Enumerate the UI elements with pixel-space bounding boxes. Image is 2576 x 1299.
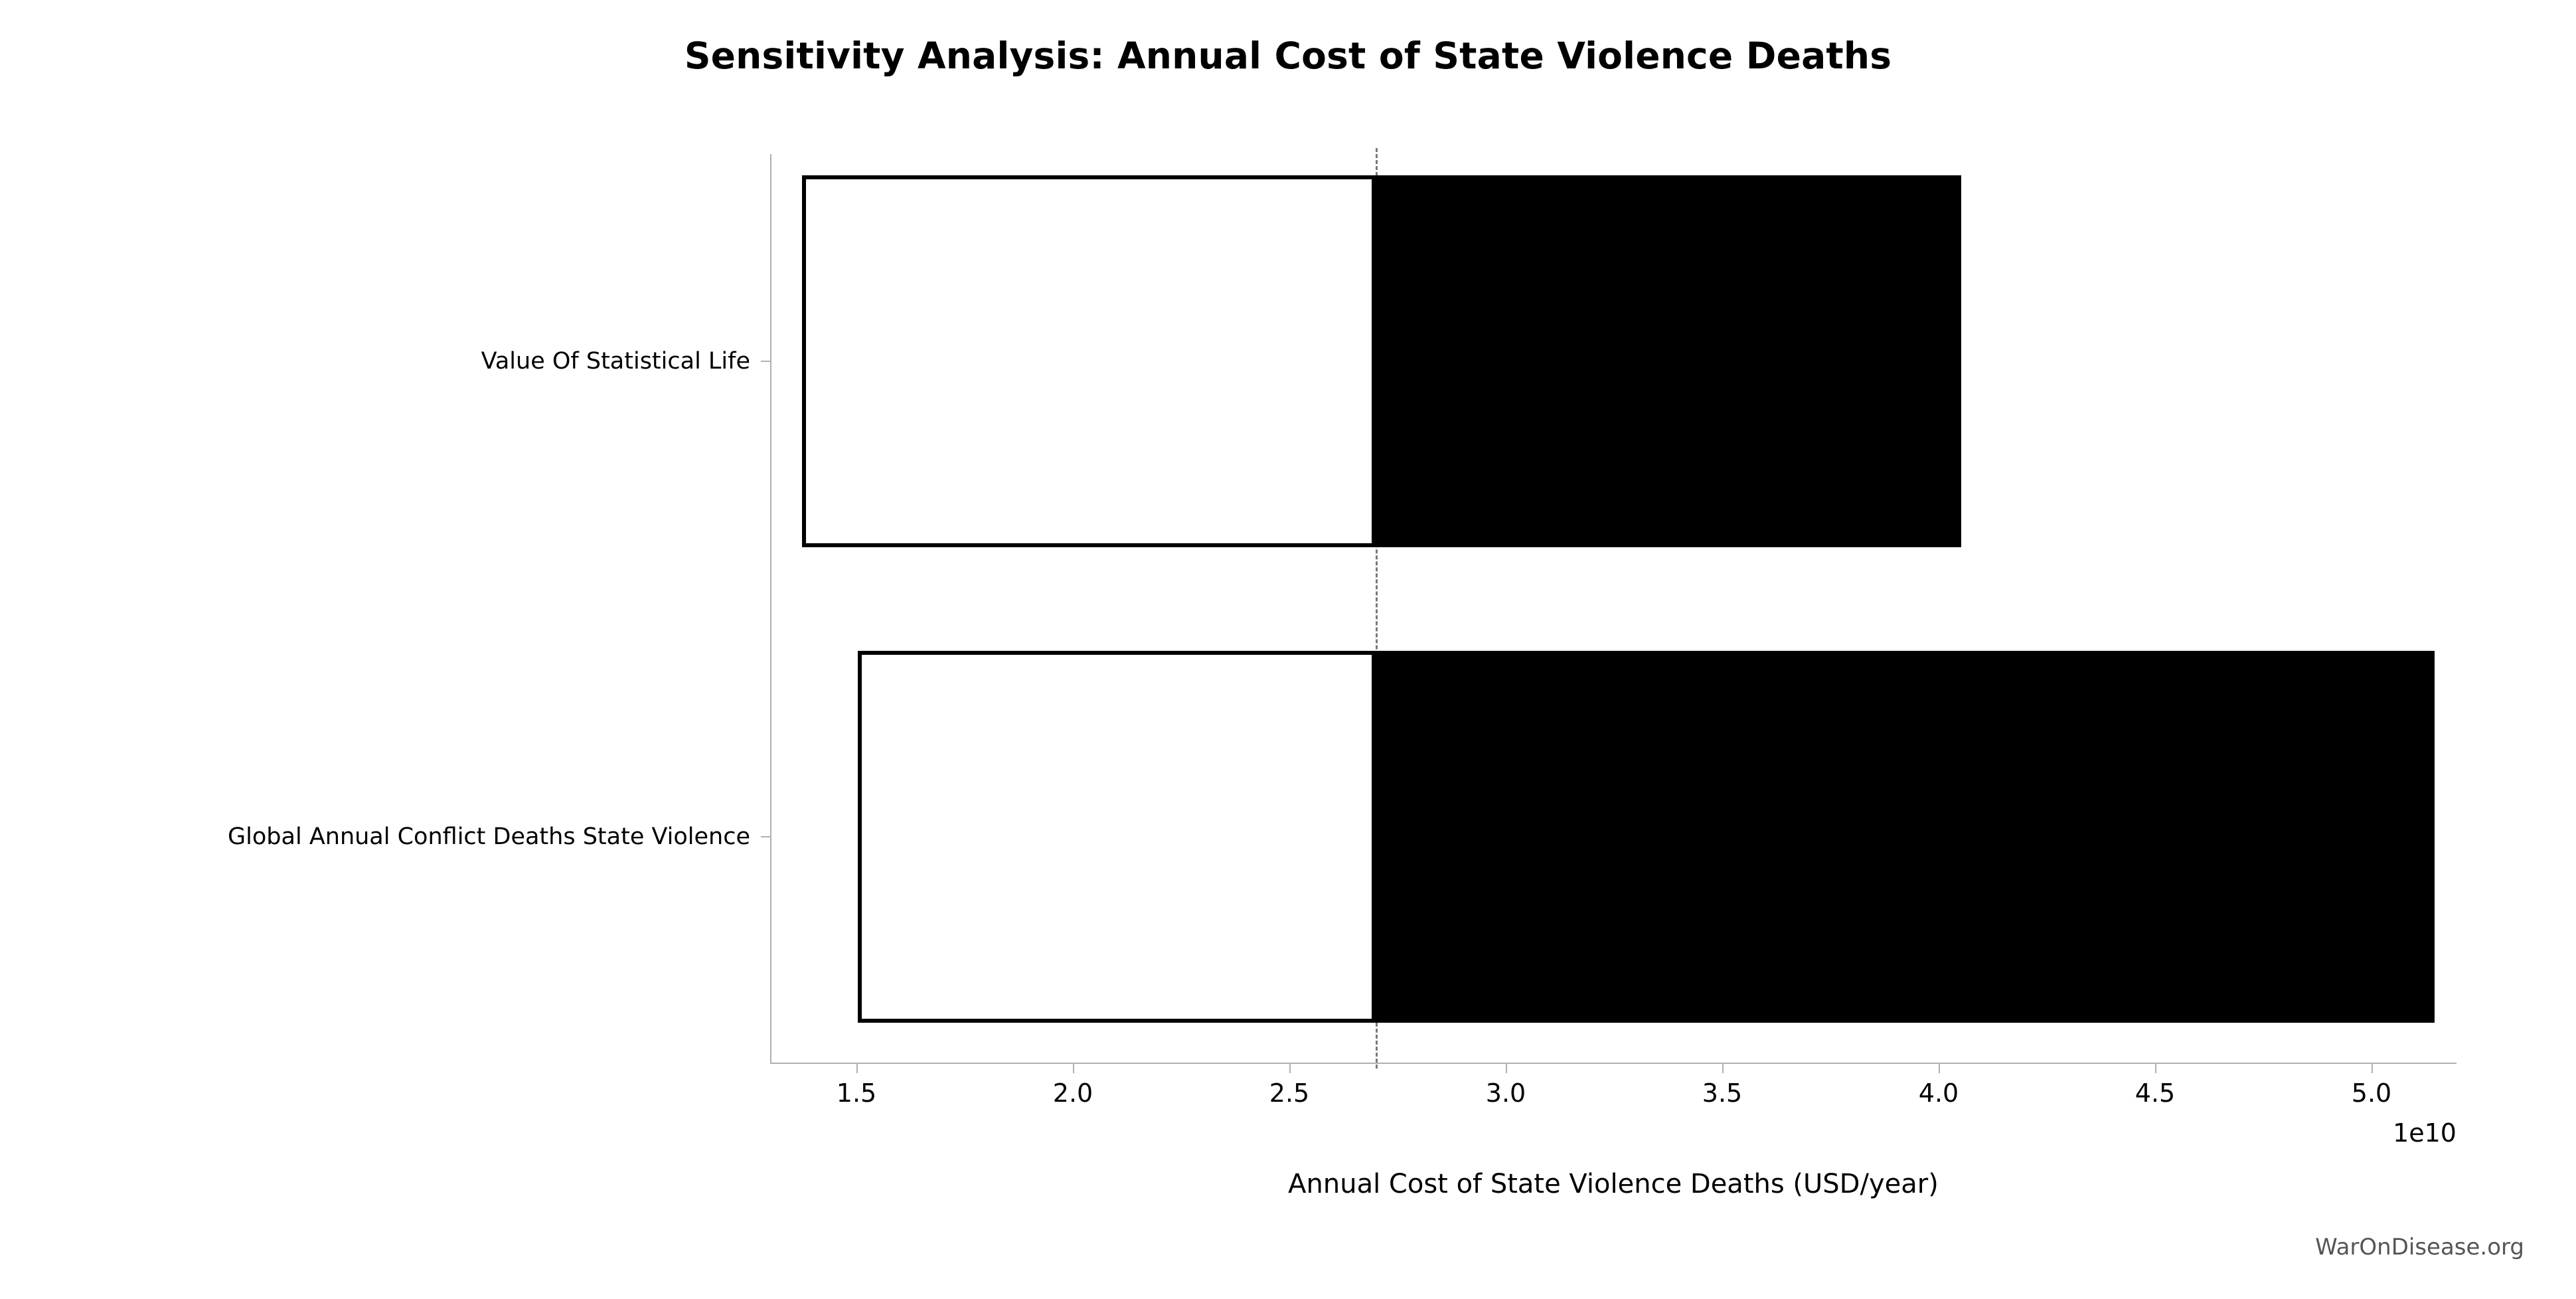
x-tick-label-1: 2.0	[1052, 1079, 1093, 1108]
x-tick-label-3: 3.0	[1485, 1079, 1526, 1108]
page-title: Sensitivity Analysis: Annual Cost of State Violence Deaths	[684, 35, 1892, 77]
x-tick-mark-3	[1506, 1064, 1507, 1073]
x-axis-offset-label: 1e10	[2393, 1118, 2456, 1148]
bar-high-value-of-statistical-life	[1376, 175, 1961, 547]
y-tick-mark-1	[761, 836, 770, 837]
y-axis-spine	[770, 154, 771, 1063]
x-tick-label-4: 3.5	[1702, 1079, 1743, 1108]
x-tick-mark-2	[1289, 1064, 1291, 1073]
x-tick-mark-5	[1939, 1064, 1940, 1073]
x-tick-mark-4	[1722, 1064, 1724, 1073]
x-axis-label: Annual Cost of State Violence Deaths (USD/year)	[1288, 1169, 1939, 1199]
y-tick-label-value-of-statistical-life: Value Of Statistical Life	[481, 348, 750, 375]
x-tick-mark-7	[2372, 1064, 2373, 1073]
bar-low-global-annual-conflict-deaths-state-violence	[858, 651, 1376, 1023]
x-tick-mark-6	[2155, 1064, 2156, 1073]
x-axis-spine	[770, 1063, 2456, 1064]
x-tick-label-2: 2.5	[1269, 1079, 1310, 1108]
x-tick-label-6: 4.5	[2134, 1079, 2176, 1108]
bar-low-value-of-statistical-life	[802, 175, 1376, 547]
x-tick-mark-0	[856, 1064, 858, 1073]
y-tick-mark-0	[761, 361, 770, 362]
watermark-text: WarOnDisease.org	[2315, 1234, 2524, 1260]
x-tick-label-5: 4.0	[1918, 1079, 1959, 1108]
x-tick-label-7: 5.0	[2351, 1079, 2392, 1108]
y-tick-label-global-annual-conflict-deaths-state-violence: Global Annual Conflict Deaths State Violence	[228, 823, 750, 850]
plot-area	[228, 154, 2456, 1199]
x-tick-label-0: 1.5	[836, 1079, 877, 1108]
bar-high-global-annual-conflict-deaths-state-violence	[1376, 651, 2435, 1023]
x-tick-mark-1	[1073, 1064, 1074, 1073]
